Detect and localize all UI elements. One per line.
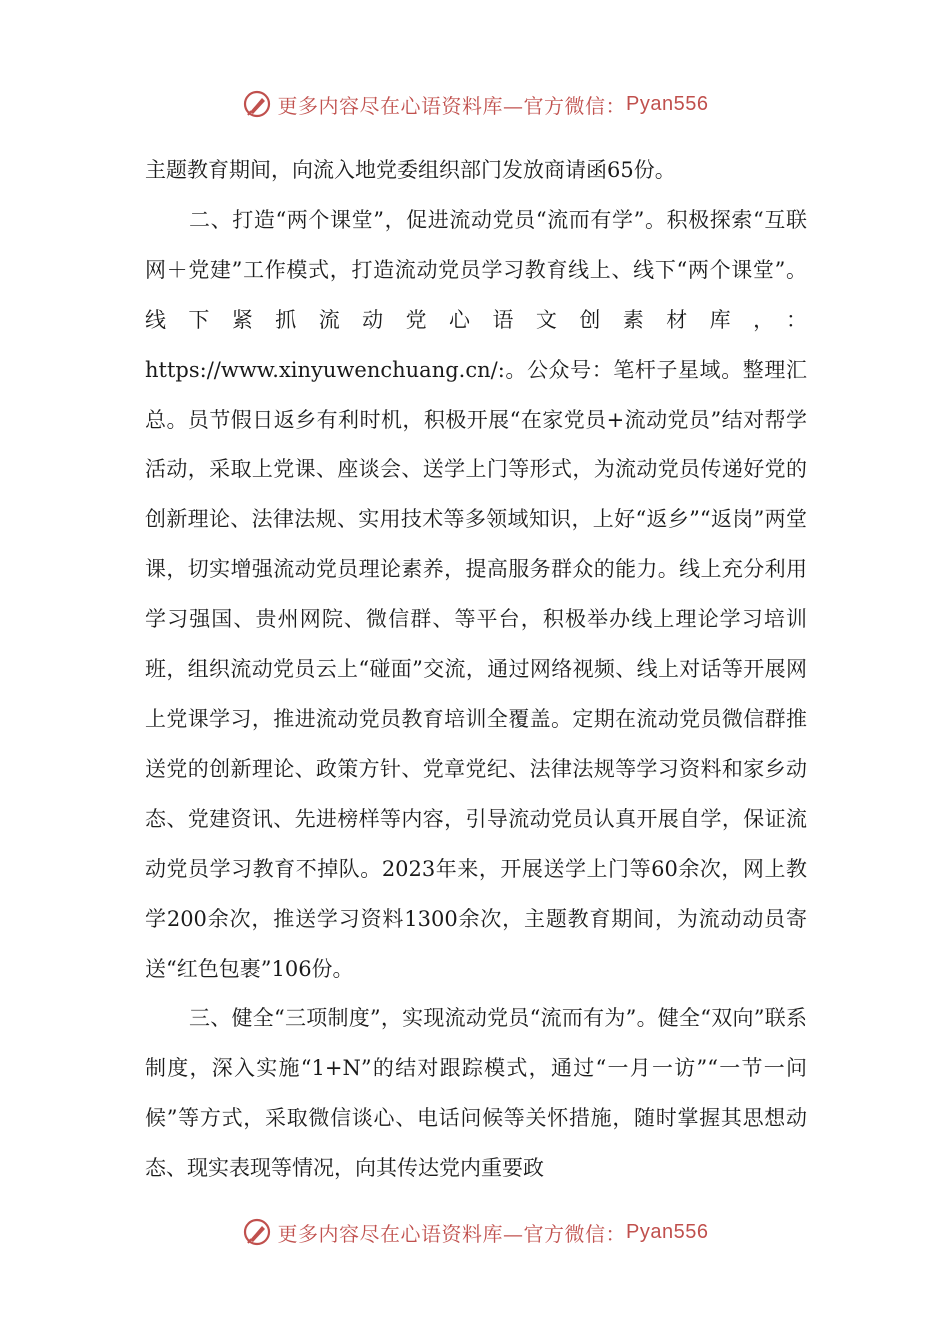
paragraph: 三、健全“三项制度”，实现流动党员“流而有为”。健全“双向”联系制度，深入实施“1+N”的结对跟踪模式，通过“一月一访”“一节一问候”等方式，采取微信谈心、电话问候等关怀措施，随时掌握其思想动态、现实表现等情况，向其传达党内重要政 — [145, 1006, 807, 1181]
watermark-text: 更多内容尽在心语资料库—官方微信： — [277, 1221, 627, 1246]
paragraph: 二、打造“两个课堂”，促进流动党员“流而有学”。积极探索“互联网＋党建”工作模式，打造流动党员学习教育线上、线下“两个课堂”。线下紧抓流动党心语文创素材库，：https://www.xinyuwenchuang.cn/:。公众号：笔杆子星域。整理汇总。员节假日返乡有利时机，积极开展“在家党员+流动党员”结对帮学活动，采取上党课、座谈会、送学上门等形式，为流动党员传递好党的创新理论、法律法规、实用技术等多领域知识，上好“返乡”“返岗”两堂课，切实增强流动党员理论素养，提高服务群众的能力。线上充分利用学习强国、贵州网院、微信群、等平台，积极举办线上理论学习培训班，组织流动党员云上“碰面”交流，通过网络视频、线上对话等开展网上党课学习，推进流动党员教育培训全覆盖。定期在流动党员微信群推送党的创新理论、政策方针、党章党纪、法律法规等学习资料和家乡动态、党建资讯、先进榜样等内容，引导流动党员认真开展自学，保证流动党员学习教育不掉队。2023年来，开展送学上门等60余次，网上教学200余次，推送学习资料1300余次，主题教育期间，为流动动员寄送“红色包裹”106份。 — [145, 207, 807, 981]
watermark-footer — [0, 1212, 950, 1252]
pen-circle-icon — [242, 1217, 272, 1247]
watermark-text: 更多内容尽在心语资料库—官方微信： — [277, 93, 627, 118]
watermark-id: Pyan556 — [626, 1220, 709, 1243]
document-body — [145, 146, 807, 1194]
pen-circle-icon — [242, 89, 272, 119]
paragraph: 主题教育期间，向流入地党委组织部门发放商请函65份。 — [145, 158, 676, 182]
watermark-header — [0, 84, 950, 124]
watermark-id: Pyan556 — [626, 92, 709, 115]
